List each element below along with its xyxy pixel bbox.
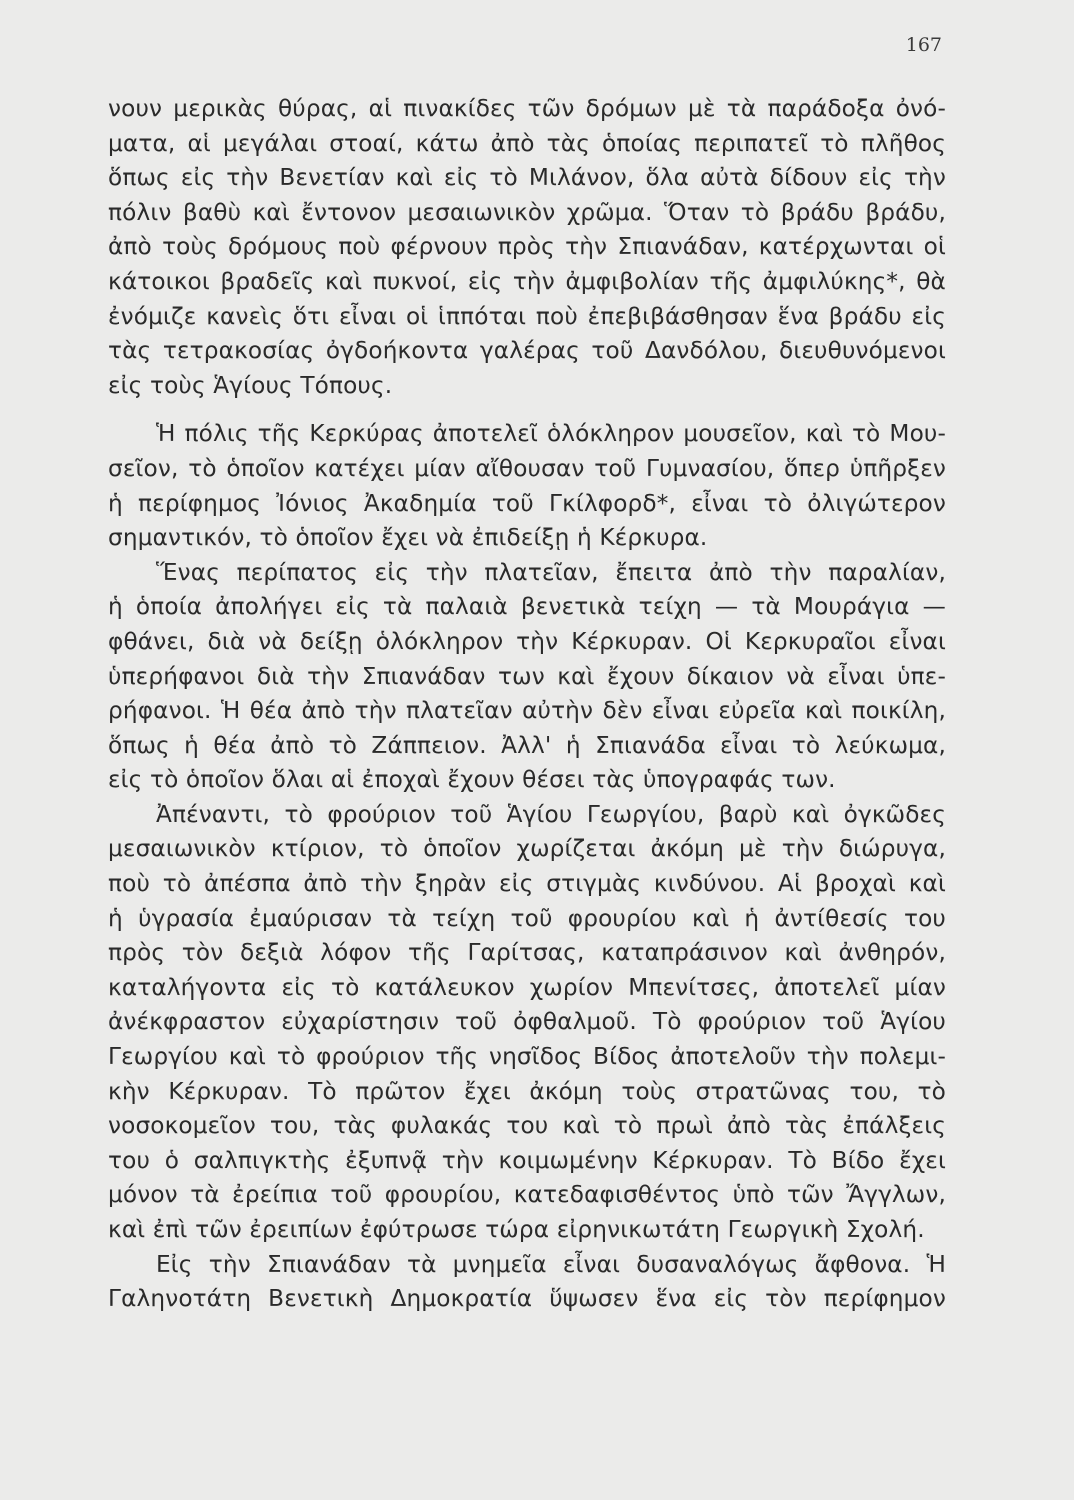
paragraph-3 (108, 556, 946, 798)
text-line: Ἕνας περίπατος εἰς τὴν πλατεῖαν, ἔπειτα ἀπὸ τὴν παραλίαν, (156, 558, 946, 586)
text-line: ἐνόμιζε κανεὶς ὅτι εἶναι οἱ ἱππόται ποὺ ἐπεβιβάσθησαν ἕνα βράδυ εἰς (108, 302, 946, 330)
text-line: ἡ ὁποία ἀπολήγει εἰς τὰ παλαιὰ βενετικὰ τείχη — τὰ Μουράγια — (108, 593, 946, 621)
text-line: καταλήγοντα εἰς τὸ κατάλευκον χωρίον Μπενίτσες, ἀποτελεῖ μίαν (108, 973, 946, 1001)
text-line: ἀνέκφραστον εὐχαρίστησιν τοῦ ὀφθαλμοῦ. Τὸ φρούριον τοῦ Ἁγίου (108, 1008, 946, 1036)
text-line: ὑπερήφανοι διὰ τὴν Σπιανάδαν των καὶ ἔχουν δίκαιον νὰ εἶναι ὑπε- (108, 662, 946, 690)
text-line: ἀπὸ τοὺς δρόμους ποὺ φέρνουν πρὸς τὴν Σπιανάδαν, κατέρχωνται οἱ (108, 233, 946, 261)
text-line: ἡ ὑγρασία ἐμαύρισαν τὰ τείχη τοῦ φρουρίου καὶ ἡ ἀντίθεσίς του (108, 904, 946, 932)
paragraph-1 (108, 92, 946, 403)
text-line: κὴν Κέρκυραν. Τὸ πρῶτον ἔχει ἀκόμη τοὺς στρατῶνας του, τὸ (108, 1077, 946, 1105)
text-line: σεῖον, τὸ ὁποῖον κατέχει μίαν αἴθουσαν τοῦ Γυμνασίου, ὅπερ ὑπῆρξεν (108, 454, 946, 482)
text-line: πόλιν βαθὺ καὶ ἔντονον μεσαιωνικὸν χρῶμα. Ὅταν τὸ βράδυ βράδυ, (108, 198, 946, 226)
page-number: 167 (905, 34, 942, 56)
text-line: πρὸς τὸν δεξιὰ λόφον τῆς Γαρίτσας, καταπράσινον καὶ ἀνθηρόν, (108, 939, 946, 967)
paragraph-5 (108, 1248, 946, 1317)
paragraph-gap (108, 403, 946, 417)
text-line: ρήφανοι. Ἡ θέα ἀπὸ τὴν πλατεῖαν αὐτὴν δὲν εἶναι εὐρεῖα καὶ ποικίλη, (108, 697, 946, 725)
text-line: Γαληνοτάτη Βενετικὴ Δημοκρατία ὕψωσεν ἕνα εἰς τὸν περίφημον (108, 1285, 946, 1313)
text-line: νοσοκομεῖον του, τὰς φυλακάς του καὶ τὸ πρωὶ ἀπὸ τὰς ἐπάλξεις (108, 1112, 946, 1140)
text-line: Ἀπέναντι, τὸ φρούριον τοῦ Ἁγίου Γεωργίου, βαρὺ καὶ ὀγκῶδες (156, 800, 946, 828)
text-line: ὅπως εἰς τὴν Βενετίαν καὶ εἰς τὸ Μιλάνον, ὅλα αὐτὰ δίδουν εἰς τὴν (108, 164, 946, 192)
text-line: σημαντικόν, τὸ ὁποῖον ἔχει νὰ ἐπιδείξῃ ἡ Κέρκυρα. (108, 524, 708, 552)
text-line: εἰς τὸ ὁποῖον ὅλαι αἱ ἐποχαὶ ἔχουν θέσει τὰς ὑπογραφάς των. (108, 766, 836, 794)
text-line: καὶ ἐπὶ τῶν ἐρειπίων ἐφύτρωσε τώρα εἰρηνικωτάτη Γεωργικὴ Σχολή. (108, 1216, 925, 1243)
text-line: Γεωργίου καὶ τὸ φρούριον τῆς νησῖδος Βίδος ἀποτελοῦν τὴν πολεμι- (108, 1043, 946, 1071)
text-line: μόνον τὰ ἐρείπια τοῦ φρουρίου, κατεδαφισθέντος ὑπὸ τῶν Ἄγγλων, (108, 1181, 946, 1209)
text-line: φθάνει, διὰ νὰ δείξῃ ὁλόκληρον τὴν Κέρκυραν. Οἱ Κερκυραῖοι εἶναι (108, 627, 946, 655)
text-line: νουν μερικὰς θύρας, αἱ πινακίδες τῶν δρόμων μὲ τὰ παράδοξα ὀνό- (108, 95, 946, 122)
text-line: μεσαιωνικὸν κτίριον, τὸ ὁποῖον χωρίζεται ἀκόμη μὲ τὴν διώρυγα, (108, 835, 946, 863)
text-line: κάτοικοι βραδεῖς καὶ πυκνοί, εἰς τὴν ἀμφιβολίαν τῆς ἀμφιλύκης*, θὰ (108, 267, 946, 295)
text-line: εἰς τοὺς Ἁγίους Τόπους. (108, 371, 393, 399)
body-text (108, 92, 946, 1317)
paragraph-2 (108, 417, 946, 555)
text-line: Εἰς τὴν Σπιανάδαν τὰ μνημεῖα εἶναι δυσαναλόγως ἄφθονα. Ἡ (156, 1250, 946, 1278)
paragraph-4 (108, 798, 946, 1248)
text-line: ὅπως ἡ θέα ἀπὸ τὸ Ζάππειον. Ἀλλ' ἡ Σπιανάδα εἶναι τὸ λεύκωμα, (108, 731, 946, 759)
text-line: ποὺ τὸ ἀπέσπα ἀπὸ τὴν ξηρὰν εἰς στιγμὰς κινδύνου. Αἱ βροχαὶ καὶ (108, 870, 946, 898)
text-line: ματα, αἱ μεγάλαι στοαί, κάτω ἀπὸ τὰς ὁποίας περιπατεῖ τὸ πλῆθος (108, 129, 946, 157)
text-line: Ἡ πόλις τῆς Κερκύρας ἀποτελεῖ ὁλόκληρον μουσεῖον, καὶ τὸ Μου- (156, 420, 946, 448)
text-line: του ὁ σαλπιγκτὴς ἐξυπνᾷ τὴν κοιμωμένην Κέρκυραν. Τὸ Βίδο ἔχει (108, 1146, 946, 1174)
text-line: ἡ περίφημος Ἰόνιος Ἀκαδημία τοῦ Γκίλφορδ*, εἶναι τὸ ὀλιγώτερον (108, 489, 946, 517)
text-line: τὰς τετρακοσίας ὀγδοήκοντα γαλέρας τοῦ Δανδόλου, διευθυνόμενοι (108, 337, 946, 365)
